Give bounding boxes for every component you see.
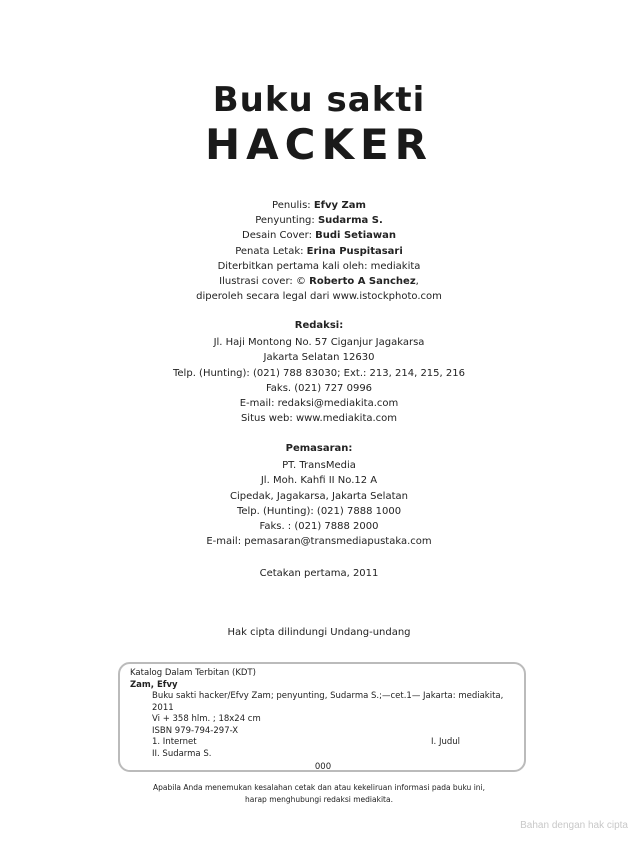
credit-illustration: Ilustrasi cover: © Roberto A Sanchez, (219, 276, 419, 288)
catalog-subject-2: II. Sudarma S. (152, 748, 212, 759)
catalog-class-number: 000 (314, 762, 332, 772)
pemasaran-email: E-mail: pemasaran@transmediapustaka.com (206, 536, 432, 548)
pemasaran-address: Jl. Moh. Kahfi II No.12 A (260, 475, 378, 487)
credit-source: diperoleh secara legal dari www.istockphoto.com (196, 291, 442, 303)
pemasaran-phone: Telp. (Hunting): (021) 7888 1000 (236, 505, 402, 517)
edition-statement: Cetakan pertama, 2011 (259, 568, 379, 579)
book-title-line1: Buku sakti (212, 80, 426, 120)
pemasaran-heading: Pemasaran: (285, 443, 353, 454)
copyright-statement: Hak cipta dilindungi Undang-undang (227, 627, 411, 638)
credits-block (0, 198, 638, 304)
redaksi-email: E-mail: redaksi@mediakita.com (239, 398, 399, 410)
catalog-pages: Vi + 358 hlm. ; 18x24 cm (152, 714, 261, 724)
catalog-heading: Katalog Dalam Terbitan (KDT) (130, 668, 256, 678)
redaksi-fax: Faks. (021) 727 0996 (265, 382, 373, 394)
redaksi-block (0, 318, 638, 426)
catalog-description: Buku sakti hacker/Efvy Zam; penyunting, Sudarma S.;—cet.1— Jakarta: mediakita, 2011 (152, 691, 504, 713)
catalog-isbn: ISBN 979-794-297-X (152, 725, 239, 736)
redaksi-address: Jl. Haji Montong No. 57 Ciganjur Jagakarsa (213, 337, 425, 349)
book-title-line2: HACKER (204, 120, 434, 169)
catalog-author: Zam, Efvy (130, 679, 178, 690)
catalog-subjects (130, 737, 516, 749)
catalog-subject-1: 1. Internet (152, 737, 197, 747)
pemasaran-company: PT. TransMedia (282, 460, 356, 472)
credit-cover-design: Desain Cover: Budi Setiawan (242, 230, 396, 242)
catalog-box (118, 662, 526, 772)
credit-editor: Penyunting: Sudarma S. (255, 215, 383, 227)
redaksi-website: Situs web: www.mediakita.com (240, 413, 398, 425)
credit-publisher: Diterbitkan pertama kali oleh: mediakita (217, 260, 421, 272)
errata-note-line1: Apabila Anda menemukan kesalahan cetak dan atau kekeliruan informasi pada buku ini, (152, 783, 486, 792)
pemasaran-city: Cipedak, Jagakarsa, Jakarta Selatan (230, 490, 408, 502)
pemasaran-block (0, 441, 638, 549)
redaksi-city: Jakarta Selatan 12630 (263, 352, 375, 364)
copyright-watermark: Bahan dengan hak cipta (520, 820, 628, 831)
credit-writer: Penulis: Efvy Zam (272, 200, 366, 211)
errata-note (0, 782, 638, 806)
pemasaran-fax: Faks. : (021) 7888 2000 (259, 521, 379, 533)
redaksi-heading: Redaksi: (294, 320, 344, 331)
redaksi-phone: Telp. (Hunting): (021) 788 83030; Ext.: 213, 214, 215, 216 (173, 367, 465, 379)
credit-layout: Penata Letak: Erina Puspitasari (235, 245, 403, 257)
catalog-subject-title: I. Judul (431, 737, 460, 747)
errata-note-line2: harap menghubungi redaksi mediakita. (245, 795, 393, 804)
